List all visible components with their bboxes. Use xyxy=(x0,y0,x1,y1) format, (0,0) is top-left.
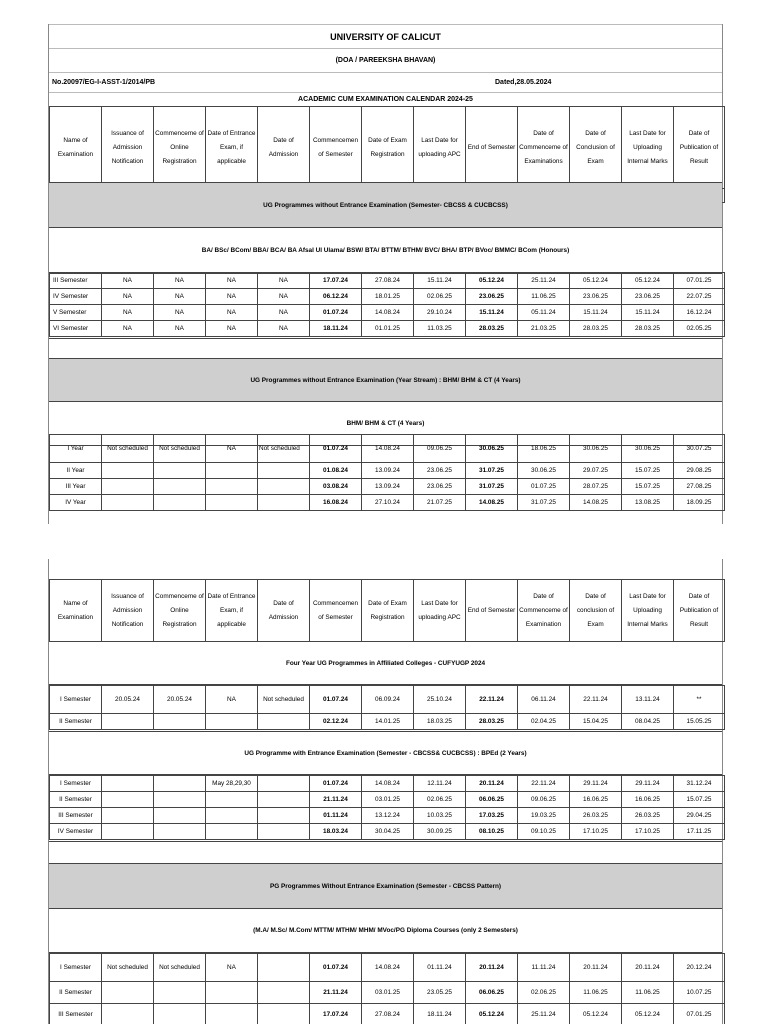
date-cell: 20.11.24 xyxy=(622,954,674,982)
date-cell: NA xyxy=(258,321,310,337)
date-cell: Not scheduled xyxy=(154,954,206,982)
date-cell xyxy=(258,792,310,808)
date-cell: 05.12.24 xyxy=(466,273,518,289)
office-name: (DOA / PAREEKSHA BHAVAN) xyxy=(49,48,722,72)
date-cell xyxy=(258,824,310,840)
date-cell: Not scheduled xyxy=(154,435,206,463)
table-row xyxy=(50,824,725,840)
date-cell: 18.06.25 xyxy=(518,435,570,463)
date-cell: 13.09.24 xyxy=(362,479,414,495)
date-cell: 14.08.24 xyxy=(362,776,414,792)
date-cell xyxy=(154,982,206,1004)
table-row xyxy=(50,435,725,463)
date-cell: 06.06.25 xyxy=(466,792,518,808)
calendar-title: ACADEMIC CUM EXAMINATION CALENDAR 2024-25 xyxy=(49,92,722,106)
date-cell: 02.06.25 xyxy=(414,289,466,305)
date-cell: 17.11.25 xyxy=(674,824,725,840)
column-header-row xyxy=(50,107,725,189)
exam-name-cell: I Semester xyxy=(50,776,102,792)
date-cell xyxy=(258,495,310,511)
date-cell: 30.04.25 xyxy=(362,824,414,840)
exam-name-cell: I Semester xyxy=(50,954,102,982)
date-cell: 21.11.24 xyxy=(310,792,362,808)
table-row xyxy=(50,463,725,479)
date-cell: NA xyxy=(206,321,258,337)
date-cell: 15.04.25 xyxy=(570,714,622,730)
date-cell: 23.06.25 xyxy=(466,289,518,305)
date-cell: 11.03.25 xyxy=(414,321,466,337)
date-cell xyxy=(258,954,310,982)
spacer-row xyxy=(49,338,722,358)
date-cell xyxy=(102,1004,154,1024)
date-cell: 18.01.25 xyxy=(362,289,414,305)
date-cell: 30.06.25 xyxy=(466,435,518,463)
date-cell: 03.08.24 xyxy=(310,479,362,495)
date-cell: 11.11.24 xyxy=(518,954,570,982)
table-row xyxy=(50,808,725,824)
table-row xyxy=(50,686,725,714)
date-cell xyxy=(154,463,206,479)
col-header: End of Semester xyxy=(466,580,518,642)
date-cell xyxy=(102,792,154,808)
date-cell: 26.03.25 xyxy=(570,808,622,824)
exam-name-cell: III Semester xyxy=(50,273,102,289)
date-cell: 30.09.25 xyxy=(414,824,466,840)
date-cell: 08.04.25 xyxy=(622,714,674,730)
date-cell: 07.01.25 xyxy=(674,1004,725,1024)
col-header: Date of Entrance Exam, if applicable xyxy=(206,580,258,642)
table-row xyxy=(50,289,725,305)
university-title: UNIVERSITY OF CALICUT xyxy=(49,24,722,48)
ug-year-table xyxy=(49,434,725,511)
dated-text: Dated,28.05.2024 xyxy=(495,79,552,86)
date-cell: 27.08.25 xyxy=(674,479,725,495)
col-header: Date of Commenceme of Examinations xyxy=(518,107,570,189)
date-cell xyxy=(102,463,154,479)
exam-name-cell: VI Semester xyxy=(50,321,102,337)
exam-name-cell: IV Semester xyxy=(50,824,102,840)
date-cell: 30.06.25 xyxy=(622,435,674,463)
date-cell: May 28,29,30 xyxy=(206,776,258,792)
date-cell: 01.07.24 xyxy=(310,686,362,714)
date-cell: 17.07.24 xyxy=(310,1004,362,1024)
date-cell xyxy=(154,495,206,511)
date-cell xyxy=(258,463,310,479)
date-cell xyxy=(154,479,206,495)
col-header: Commenceme of Online Registration xyxy=(154,580,206,642)
date-cell xyxy=(154,792,206,808)
date-cell: 29.10.24 xyxy=(414,305,466,321)
exam-name-cell: IV Semester xyxy=(50,289,102,305)
date-cell: 11.06.25 xyxy=(518,289,570,305)
table-row xyxy=(50,495,725,511)
col-header: Last Date for Uploading Internal Marks xyxy=(622,107,674,189)
date-cell: 01.11.24 xyxy=(414,954,466,982)
reference-line xyxy=(49,72,722,92)
exam-name-cell: I Semester xyxy=(50,686,102,714)
date-cell: NA xyxy=(154,289,206,305)
date-cell: 10.07.25 xyxy=(674,982,725,1004)
date-cell: 02.06.25 xyxy=(518,982,570,1004)
date-cell: 28.03.25 xyxy=(622,321,674,337)
date-cell: 16.06.25 xyxy=(622,792,674,808)
date-cell: 07.01.25 xyxy=(674,273,725,289)
date-cell: 10.03.25 xyxy=(414,808,466,824)
date-cell: NA xyxy=(102,305,154,321)
date-cell: 17.10.25 xyxy=(570,824,622,840)
date-cell: 20.12.24 xyxy=(674,954,725,982)
date-cell: 27.08.24 xyxy=(362,273,414,289)
date-cell: 29.08.25 xyxy=(674,463,725,479)
date-cell: NA xyxy=(206,686,258,714)
date-cell: NA xyxy=(258,289,310,305)
section-subtitle-pg: (M.A/ M.Sc/ M.Com/ MTTM/ MTHM/ MHM/ MVoc/PG Diploma Courses (only 2 Semesters) xyxy=(49,909,722,953)
column-header-row xyxy=(50,580,725,642)
date-cell: NA xyxy=(206,273,258,289)
date-cell xyxy=(258,776,310,792)
exam-name-cell: II Semester xyxy=(50,982,102,1004)
date-cell: 23.06.25 xyxy=(414,479,466,495)
date-cell: 12.11.24 xyxy=(414,776,466,792)
date-cell: 16.08.24 xyxy=(310,495,362,511)
date-cell: 15.11.24 xyxy=(622,305,674,321)
date-cell: 30.06.25 xyxy=(518,463,570,479)
date-cell xyxy=(206,463,258,479)
date-cell xyxy=(206,479,258,495)
date-cell xyxy=(102,824,154,840)
date-cell: 05.12.24 xyxy=(570,1004,622,1024)
date-cell: 14.08.24 xyxy=(362,435,414,463)
date-cell xyxy=(154,714,206,730)
date-cell: 31.07.25 xyxy=(466,479,518,495)
date-cell xyxy=(154,808,206,824)
date-cell: NA xyxy=(206,954,258,982)
exam-name-cell: II Semester xyxy=(50,792,102,808)
date-cell: 23.05.25 xyxy=(414,982,466,1004)
date-cell: 14.08.25 xyxy=(466,495,518,511)
date-cell: NA xyxy=(102,273,154,289)
date-cell: 14.08.24 xyxy=(362,954,414,982)
date-cell: 28.03.25 xyxy=(570,321,622,337)
date-cell: NA xyxy=(154,305,206,321)
date-cell: 18.09.25 xyxy=(674,495,725,511)
date-cell: NA xyxy=(102,321,154,337)
exam-name-cell: II Year xyxy=(50,463,102,479)
date-cell: 31.07.25 xyxy=(466,463,518,479)
date-cell: 26.03.25 xyxy=(622,808,674,824)
date-cell: 01.11.24 xyxy=(310,808,362,824)
date-cell: 01.08.24 xyxy=(310,463,362,479)
date-cell: 25.11.24 xyxy=(518,273,570,289)
header-table-2 xyxy=(49,579,725,642)
col-header: Date of conclusion of Exam xyxy=(570,580,622,642)
exam-name-cell: III Semester xyxy=(50,808,102,824)
date-cell: 28.03.25 xyxy=(466,321,518,337)
date-cell xyxy=(154,776,206,792)
date-cell: 25.10.24 xyxy=(414,686,466,714)
date-cell: 09.06.25 xyxy=(518,792,570,808)
date-cell: Not scheduled xyxy=(258,435,310,463)
date-cell: 20.05.24 xyxy=(154,686,206,714)
pg-table xyxy=(49,953,725,1024)
date-cell: 03.01.25 xyxy=(362,982,414,1004)
date-cell: 22.11.24 xyxy=(570,686,622,714)
date-cell: 20.11.24 xyxy=(466,954,518,982)
date-cell: 18.03.25 xyxy=(414,714,466,730)
date-cell: 21.03.25 xyxy=(518,321,570,337)
calendar-page-1 xyxy=(48,24,723,524)
date-cell: 17.03.25 xyxy=(466,808,518,824)
section-title-ug-semester: UG Programmes without Entrance Examination (Semester- CBCSS & CUCBCSS) xyxy=(49,182,722,228)
date-cell: 02.04.25 xyxy=(518,714,570,730)
spacer-row xyxy=(49,841,722,863)
date-cell: 09.10.25 xyxy=(518,824,570,840)
exam-name-cell: I Year xyxy=(50,435,102,463)
section-subtitle-ug-year: BHM/ BHM & CT (4 Years) xyxy=(49,402,722,446)
col-header: Name of Examination xyxy=(50,107,102,189)
col-header: Date of Conclusion of Exam xyxy=(570,107,622,189)
date-cell: NA xyxy=(154,321,206,337)
date-cell xyxy=(206,714,258,730)
col-header: Commenceme of Online Registration xyxy=(154,107,206,189)
date-cell: 05.12.24 xyxy=(622,273,674,289)
date-cell xyxy=(206,808,258,824)
date-cell: 13.08.25 xyxy=(622,495,674,511)
date-cell: 15.11.24 xyxy=(466,305,518,321)
date-cell: Not scheduled xyxy=(102,954,154,982)
date-cell: 29.04.25 xyxy=(674,808,725,824)
section-title-bped: UG Programme with Entrance Examination (Semester - CBCSS& CUCBCSS) : BPEd (2 Years) xyxy=(49,731,722,775)
section-title-ug-year: UG Programmes without Entrance Examination (Year Stream) : BHM/ BHM & CT (4 Years) xyxy=(49,358,722,402)
table-row xyxy=(50,273,725,289)
date-cell: 14.01.25 xyxy=(362,714,414,730)
col-header: Date of Admission xyxy=(258,580,310,642)
table-row xyxy=(50,714,725,730)
exam-name-cell: III Semester xyxy=(50,1004,102,1024)
date-cell: 15.11.24 xyxy=(414,273,466,289)
col-header: Date of Publication of Result xyxy=(674,580,725,642)
date-cell: ** xyxy=(674,686,725,714)
date-cell: 09.06.25 xyxy=(414,435,466,463)
date-cell xyxy=(206,982,258,1004)
date-cell: 21.11.24 xyxy=(310,982,362,1004)
date-cell xyxy=(258,1004,310,1024)
date-cell: 05.12.24 xyxy=(570,273,622,289)
date-cell: 01.07.24 xyxy=(310,954,362,982)
table-row xyxy=(50,321,725,337)
date-cell: NA xyxy=(154,273,206,289)
date-cell xyxy=(102,479,154,495)
date-cell: 05.12.24 xyxy=(622,1004,674,1024)
date-cell: 30.06.25 xyxy=(570,435,622,463)
date-cell: 31.12.24 xyxy=(674,776,725,792)
col-header: Date of Commenceme of Examination xyxy=(518,580,570,642)
date-cell: 06.09.24 xyxy=(362,686,414,714)
date-cell: 15.07.25 xyxy=(622,479,674,495)
col-header: Name of Examination xyxy=(50,580,102,642)
table-row xyxy=(50,792,725,808)
date-cell: 13.12.24 xyxy=(362,808,414,824)
date-cell: 29.11.24 xyxy=(570,776,622,792)
col-header: Commencemen of Semester xyxy=(310,107,362,189)
col-header: Issuance of Admission Notification xyxy=(102,107,154,189)
col-header: Date of Exam Registration xyxy=(362,107,414,189)
date-cell xyxy=(102,495,154,511)
date-cell xyxy=(102,808,154,824)
table-row xyxy=(50,1004,725,1024)
date-cell: 02.12.24 xyxy=(310,714,362,730)
col-header: End of Semester xyxy=(466,107,518,189)
date-cell: 03.01.25 xyxy=(362,792,414,808)
date-cell: 01.07.24 xyxy=(310,435,362,463)
date-cell xyxy=(102,982,154,1004)
date-cell: 02.06.25 xyxy=(414,792,466,808)
date-cell: 05.12.24 xyxy=(466,1004,518,1024)
col-header: Last Date for Uploading Internal Marks xyxy=(622,580,674,642)
date-cell: 14.08.24 xyxy=(362,305,414,321)
table-row xyxy=(50,479,725,495)
table-row xyxy=(50,954,725,982)
date-cell xyxy=(102,776,154,792)
date-cell xyxy=(206,495,258,511)
date-cell xyxy=(154,824,206,840)
date-cell: 17.07.24 xyxy=(310,273,362,289)
date-cell: NA xyxy=(206,305,258,321)
date-cell: NA xyxy=(206,289,258,305)
date-cell: 29.07.25 xyxy=(570,463,622,479)
date-cell: 06.12.24 xyxy=(310,289,362,305)
date-cell: 15.11.24 xyxy=(570,305,622,321)
date-cell: 16.06.25 xyxy=(570,792,622,808)
fyugp-table xyxy=(49,685,725,730)
date-cell: 17.10.25 xyxy=(622,824,674,840)
date-cell: 27.10.24 xyxy=(362,495,414,511)
date-cell: 01.07.24 xyxy=(310,776,362,792)
section-title-pg: PG Programmes Without Entrance Examination (Semester - CBCSS Pattern) xyxy=(49,863,722,909)
date-cell xyxy=(154,1004,206,1024)
date-cell: Not scheduled xyxy=(258,686,310,714)
date-cell: 21.07.25 xyxy=(414,495,466,511)
date-cell: 25.11.24 xyxy=(518,1004,570,1024)
table-row xyxy=(50,305,725,321)
date-cell: 22.11.24 xyxy=(518,776,570,792)
col-header: Last Date for uploading APC xyxy=(414,107,466,189)
col-header: Issuance of Admission Notification xyxy=(102,580,154,642)
date-cell: 20.05.24 xyxy=(102,686,154,714)
date-cell xyxy=(206,824,258,840)
col-header: Date of Publication of Result xyxy=(674,107,725,189)
exam-name-cell: IV Year xyxy=(50,495,102,511)
date-cell xyxy=(206,1004,258,1024)
date-cell: NA xyxy=(258,305,310,321)
date-cell: 23.06.25 xyxy=(570,289,622,305)
col-header: Date of Entrance Exam, if applicable xyxy=(206,107,258,189)
date-cell: 08.10.25 xyxy=(466,824,518,840)
date-cell: 01.07.25 xyxy=(518,479,570,495)
date-cell: 13.11.24 xyxy=(622,686,674,714)
date-cell: 13.09.24 xyxy=(362,463,414,479)
date-cell xyxy=(258,479,310,495)
section-subtitle-ug-semester: BA/ BSc/ BCom/ BBA/ BCA/ BA Afsal Ul Ulama/ BSW/ BTA/ BTTM/ BTHM/ BVC/ BHA/ BTP/ BVoc/ BMMC/ BCom (Honours) xyxy=(49,228,722,274)
date-cell: 05.11.24 xyxy=(518,305,570,321)
date-cell: 22.07.25 xyxy=(674,289,725,305)
date-cell: 23.06.25 xyxy=(622,289,674,305)
date-cell: 27.08.24 xyxy=(362,1004,414,1024)
exam-name-cell: V Semester xyxy=(50,305,102,321)
exam-name-cell: III Year xyxy=(50,479,102,495)
calendar-page-2 xyxy=(48,559,723,1024)
date-cell xyxy=(258,808,310,824)
col-header: Last Date for uploading APC xyxy=(414,580,466,642)
date-cell: 22.11.24 xyxy=(466,686,518,714)
date-cell xyxy=(258,714,310,730)
date-cell: 30.07.25 xyxy=(674,435,725,463)
date-cell: 06.11.24 xyxy=(518,686,570,714)
date-cell: 14.08.25 xyxy=(570,495,622,511)
reference-number: No.20097/EG-I-ASST-1/2014/PB xyxy=(52,79,156,86)
date-cell: 01.01.25 xyxy=(362,321,414,337)
ug-semester-table xyxy=(49,272,725,337)
section-title-fyugp: Four Year UG Programmes in Affiliated Colleges - CUFYUGP 2024 xyxy=(49,641,722,685)
date-cell: 01.07.24 xyxy=(310,305,362,321)
date-cell: 20.11.24 xyxy=(466,776,518,792)
date-cell: NA xyxy=(102,289,154,305)
date-cell: 02.05.25 xyxy=(674,321,725,337)
col-header: Date of Exam Registration xyxy=(362,580,414,642)
table-row xyxy=(50,982,725,1004)
date-cell xyxy=(206,792,258,808)
date-cell: NA xyxy=(258,273,310,289)
date-cell: 11.06.25 xyxy=(570,982,622,1004)
date-cell: 31.07.25 xyxy=(518,495,570,511)
date-cell: 29.11.24 xyxy=(622,776,674,792)
exam-name-cell: II Semester xyxy=(50,714,102,730)
date-cell: 18.11.24 xyxy=(310,321,362,337)
date-cell: Not scheduled xyxy=(102,435,154,463)
col-header: Date of Admission xyxy=(258,107,310,189)
date-cell xyxy=(102,714,154,730)
date-cell xyxy=(258,982,310,1004)
date-cell: 28.07.25 xyxy=(570,479,622,495)
table-row xyxy=(50,776,725,792)
date-cell: 20.11.24 xyxy=(570,954,622,982)
date-cell: 28.03.25 xyxy=(466,714,518,730)
date-cell: NA xyxy=(206,435,258,463)
date-cell: 18.11.24 xyxy=(414,1004,466,1024)
date-cell: 15.07.25 xyxy=(622,463,674,479)
date-cell: 19.03.25 xyxy=(518,808,570,824)
date-cell: 06.06.25 xyxy=(466,982,518,1004)
date-cell: 16.12.24 xyxy=(674,305,725,321)
date-cell: 15.05.25 xyxy=(674,714,725,730)
col-header: Commencemen of Semester xyxy=(310,580,362,642)
date-cell: 15.07.25 xyxy=(674,792,725,808)
date-cell: 23.06.25 xyxy=(414,463,466,479)
date-cell: 11.06.25 xyxy=(622,982,674,1004)
date-cell: 18.03.24 xyxy=(310,824,362,840)
bped-table xyxy=(49,775,725,840)
